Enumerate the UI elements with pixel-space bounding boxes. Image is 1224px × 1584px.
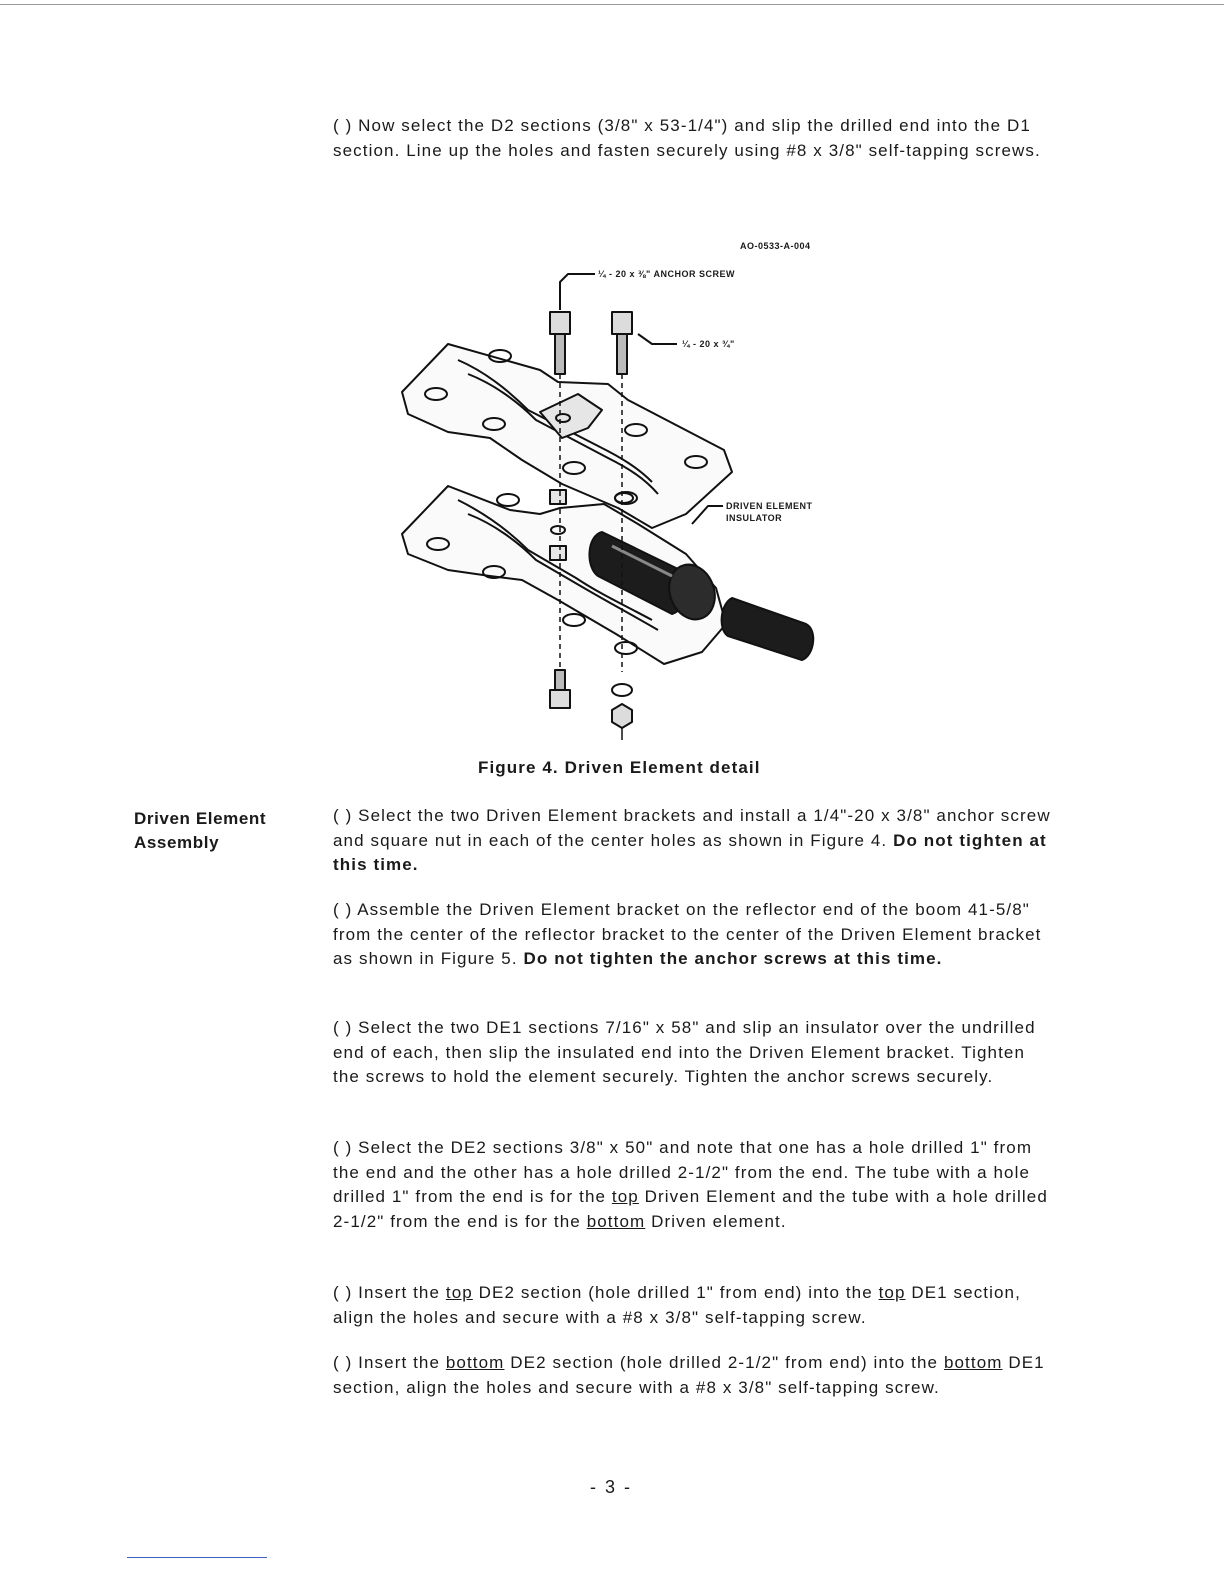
step-2-bold: Do not tighten the anchor screws at this time. xyxy=(523,949,943,968)
step-5-text-b: DE2 section (hole drilled 1" from end) into the xyxy=(472,1283,879,1302)
figure-caption: Figure 4. Driven Element detail xyxy=(478,758,761,777)
anchor-leader-line xyxy=(560,274,595,310)
figure-code: AO-0533-A-004 xyxy=(740,241,811,251)
step-4-text-b: Driven Element and the tube with a hole drilled 2-1/2" from the end is for the xyxy=(333,1187,1048,1231)
lower-bolt-shank xyxy=(555,670,565,692)
step-4-text-a: ( ) Select the DE2 sections 3/8" x 50" and note that one has a hole drilled 1" from the end and the other has a hole drilled 2-1/2" from the end. The tube with a hole drilled 1" from the end is for the xyxy=(333,1138,1033,1206)
step-4-text-c: Driven element. xyxy=(645,1211,787,1231)
step-3-text: ( ) Select the two DE1 sections 7/16" x 58" and slip an insulator over the undrilled end of each, then slip the insulated end into the Driven Element bracket. Tighten the screws to hold the element securely. Tighten the anchor screws securely. xyxy=(333,1018,1036,1086)
driven-element-bracket-drawing xyxy=(390,232,850,752)
step-2 xyxy=(333,898,1053,972)
step-6-text-c: DE1 section, align the holes and secure with a #8 x 3/8" self-tapping screw. xyxy=(333,1353,1045,1397)
step-6-bottom-1: bottom xyxy=(445,1353,505,1372)
page-number: - 3 - xyxy=(590,1477,633,1497)
anchor-bolt-shank xyxy=(555,334,565,374)
intro-paragraph xyxy=(333,114,1053,163)
bolt-shank xyxy=(617,334,627,374)
lower-hole-5 xyxy=(615,642,637,654)
insulator-label-line1: DRIVEN ELEMENT xyxy=(726,501,813,511)
step-5-top-2: top xyxy=(878,1283,906,1302)
step-1 xyxy=(333,804,1053,878)
element-tube xyxy=(722,598,814,660)
anchor-bolt-head xyxy=(550,312,570,334)
step-4-bottom: bottom xyxy=(586,1211,646,1231)
step-6 xyxy=(333,1351,1053,1400)
step-6-text-a: ( ) Insert the xyxy=(333,1353,446,1372)
scan-top-rule xyxy=(0,4,1224,5)
step-5-top-1: top xyxy=(445,1283,473,1302)
intro-text: ( ) Now select the D2 sections (3/8" x 53-1/4") and slip the drilled end into the D1 section. Line up the holes and fasten securely using #8 x 3/8" self-tapping screws. xyxy=(333,116,1041,160)
upper-nut-square xyxy=(550,490,566,504)
step-5-text-a: ( ) Insert the xyxy=(333,1283,446,1302)
bolt-head xyxy=(612,312,632,334)
screw-label: ¼ - 20 x ¾" xyxy=(682,339,735,349)
lower-nut-square xyxy=(550,546,566,560)
lower-hole-1 xyxy=(497,494,519,506)
insulator-label-line2: INSULATOR xyxy=(726,513,783,523)
screw-leader-line xyxy=(638,334,677,344)
section-heading: Driven Element Assembly xyxy=(134,809,267,852)
lower-hole-4 xyxy=(563,614,585,626)
step-5-text-c: DE1 section, align the holes and secure with a #8 x 3/8" self-tapping screw. xyxy=(333,1283,1021,1327)
anchor-screw-label: ¼ - 20 x ⅜" ANCHOR SCREW xyxy=(598,269,735,279)
figure-4 xyxy=(390,232,850,752)
footer-rule xyxy=(127,1557,267,1558)
lower-bolt-head xyxy=(550,690,570,708)
step-6-bottom-2: bottom xyxy=(943,1353,1003,1372)
lock-washer xyxy=(612,684,632,696)
step-6-text-b: DE2 section (hole drilled 2-1/2" from end) into the xyxy=(504,1353,944,1372)
step-1-text: ( ) Select the two Driven Element brackets and install a 1/4"-20 x 3/8" anchor screw and square nut in each of the center holes as shown in Figure 4. xyxy=(333,806,1051,850)
step-1-bold: Do not tighten at this time. xyxy=(333,830,1047,874)
hex-nut xyxy=(612,704,632,728)
step-4 xyxy=(333,1136,1053,1234)
step-2-text: ( ) Assemble the Driven Element bracket on the reflector end of the boom 41-5/8" from the center of the reflector bracket to the center of the Driven Element bracket as shown in Figure 5. xyxy=(333,900,1042,968)
insulator-leader-line xyxy=(692,506,723,524)
step-4-top: top xyxy=(611,1187,639,1206)
step-3 xyxy=(333,1016,1053,1090)
step-5 xyxy=(333,1281,1053,1330)
